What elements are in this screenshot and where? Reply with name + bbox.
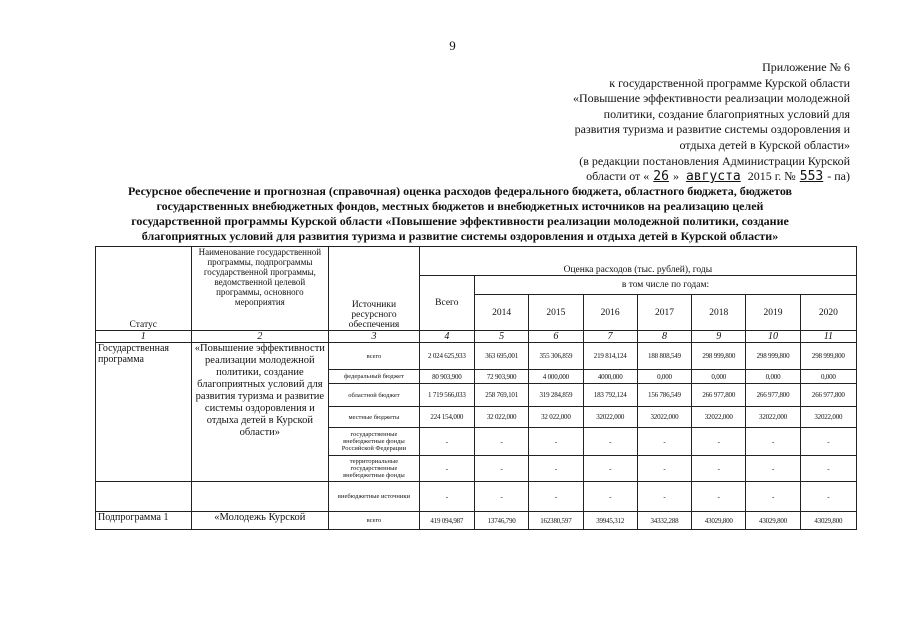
header-year: 2020 [800,295,856,331]
title-line: Ресурсное обеспечение и прогнозная (справочная) оценка расходов федерального бюджета, областного бюджета, бюджетов [127,184,793,198]
annex-line: отдыха детей в Курской области» [679,137,850,152]
value-cell: - [692,456,746,482]
value-cell: - [746,428,800,456]
value-cell: - [474,482,528,512]
source-label: государственные внебюджетные фонды Российской Федерации [329,428,419,456]
value-cell: 319 284,859 [529,384,583,407]
document-title [80,184,840,244]
annex-line: «Повышение эффективности реализации молодежной [572,91,850,106]
resources-table [95,246,857,530]
value-cell: 266 977,800 [746,384,800,407]
value-cell: 0,000 [692,370,746,384]
value-cell: 43029,800 [746,512,800,530]
value-cell: - [800,428,856,456]
column-number: 8 [637,331,691,343]
sub-name: «Молодежь Курской [191,512,329,530]
column-number: 2 [191,331,329,343]
value-cell: - [637,456,691,482]
value-cell: - [474,428,528,456]
source-label: местные бюджеты [329,407,419,428]
value-cell: 298 999,800 [800,343,856,370]
header-year: 2017 [637,295,691,331]
value-cell: 43029,800 [692,512,746,530]
sub-status: Подпрограмма 1 [96,512,192,530]
value-cell: - [746,482,800,512]
annex-number: 553 [799,169,824,185]
value-cell: - [583,428,637,456]
column-number: 6 [529,331,583,343]
header-year: 2016 [583,295,637,331]
annex-line: Приложение № 6 [762,60,850,74]
header-including: в том числе по годам: [474,276,856,295]
header-name: Наименование государственной программы, подпрограммы государственной программы, ведомственной целевой программы, основного мероприятия [191,247,329,331]
value-cell: 32022,000 [583,407,637,428]
annex-line: развития туризма и развитие системы оздоровления и [574,122,850,137]
value-cell: 32022,000 [692,407,746,428]
value-cell: - [419,428,474,456]
value-cell: 0,000 [637,370,691,384]
value-cell: 32022,000 [746,407,800,428]
value-cell: - [419,456,474,482]
value-cell: 162380,597 [529,512,583,530]
column-number: 7 [583,331,637,343]
value-cell: 266 977,800 [692,384,746,407]
value-cell: - [692,482,746,512]
value-cell: 156 786,549 [637,384,691,407]
header-status: Статус [96,247,192,331]
annex-line: к государственной программе Курской области [609,75,850,90]
value-cell: - [637,428,691,456]
value-cell: - [583,482,637,512]
header-total: Всего [419,276,474,331]
table-row [96,512,857,530]
header-year: 2015 [529,295,583,331]
source-label: федеральный бюджет [329,370,419,384]
value-cell: 363 695,001 [474,343,528,370]
value-cell: 43029,800 [800,512,856,530]
value-cell: 419 094,987 [419,512,474,530]
column-number: 11 [800,331,856,343]
value-cell: - [474,456,528,482]
annex-line: политики, создание благоприятных условий для [603,106,850,121]
value-cell: 72 903,900 [474,370,528,384]
annex-date-prefix: области от « [586,169,650,184]
value-cell: - [529,428,583,456]
annex-date-line [520,169,850,185]
column-number: 9 [692,331,746,343]
value-cell: 1 719 566,033 [419,384,474,407]
annex-suffix: - па) [827,169,850,184]
value-cell: 4 000,000 [529,370,583,384]
value-cell: 32022,000 [800,407,856,428]
annex-day: 26 [653,169,669,185]
title-line: государственной программы Курской области «Повышение эффективности реализации молодежной политики, создание [131,214,789,228]
program-name: «Повышение эффективности реализации молодежной политики, создание благоприятных условий для развития туризма и развитие системы оздоровления и отдыха детей в Курской области» [191,343,329,482]
program-status: Государственная программа [96,343,192,482]
value-cell: 188 808,549 [637,343,691,370]
value-cell: 219 814,124 [583,343,637,370]
value-cell: - [529,482,583,512]
header-sources: Источники ресурсного обеспечения [329,247,419,331]
value-cell: - [583,456,637,482]
table-row [96,482,857,512]
empty-cell [96,482,192,512]
value-cell: 0,000 [800,370,856,384]
value-cell: 298 999,800 [692,343,746,370]
annex-month: августа [685,169,741,185]
value-cell: - [746,456,800,482]
header-estimate: Оценка расходов (тыс. рублей), годы [419,247,856,276]
value-cell: 80 903,900 [419,370,474,384]
table-row [96,343,857,370]
value-cell: 355 306,859 [529,343,583,370]
source-label: внебюджетные источники [329,482,419,512]
header-year: 2014 [474,295,528,331]
annex-line: (в редакции постановления Администрации Курской [579,153,850,168]
value-cell: 298 999,800 [746,343,800,370]
value-cell: - [529,456,583,482]
source-label: всего [329,343,419,370]
value-cell: - [419,482,474,512]
title-line: государственных внебюджетных фондов, местных бюджетов и внебюджетных источников на реализацию целей [156,199,764,213]
value-cell: 32022,000 [637,407,691,428]
source-label: всего [329,512,419,530]
column-number: 1 [96,331,192,343]
value-cell: 266 977,800 [800,384,856,407]
value-cell: 34332,288 [637,512,691,530]
annex-block [520,60,850,185]
column-number: 10 [746,331,800,343]
value-cell: - [692,428,746,456]
source-label: областной бюджет [329,384,419,407]
value-cell: 224 154,000 [419,407,474,428]
value-cell: 183 792,124 [583,384,637,407]
value-cell: 0,000 [746,370,800,384]
annex-date-mid: » [672,169,679,184]
value-cell: 39945,312 [583,512,637,530]
empty-cell [191,482,329,512]
value-cell: - [800,456,856,482]
title-line: благоприятных условий для развития туризма и развитие системы оздоровления и отдыха детей в Курской области» [141,229,779,243]
column-number: 4 [419,331,474,343]
value-cell: 4000,000 [583,370,637,384]
value-cell: - [637,482,691,512]
source-label: территориальные государственные внебюджетные фонды [329,456,419,482]
value-cell: 13746,790 [474,512,528,530]
value-cell: - [800,482,856,512]
header-year: 2018 [692,295,746,331]
annex-year: 2015 г. № [747,169,796,184]
page-number: 9 [449,38,456,53]
value-cell: 2 024 625,933 [419,343,474,370]
column-number: 3 [329,331,419,343]
header-year: 2019 [746,295,800,331]
column-number: 5 [474,331,528,343]
value-cell: 32 022,000 [474,407,528,428]
value-cell: 32 022,000 [529,407,583,428]
value-cell: 258 769,101 [474,384,528,407]
